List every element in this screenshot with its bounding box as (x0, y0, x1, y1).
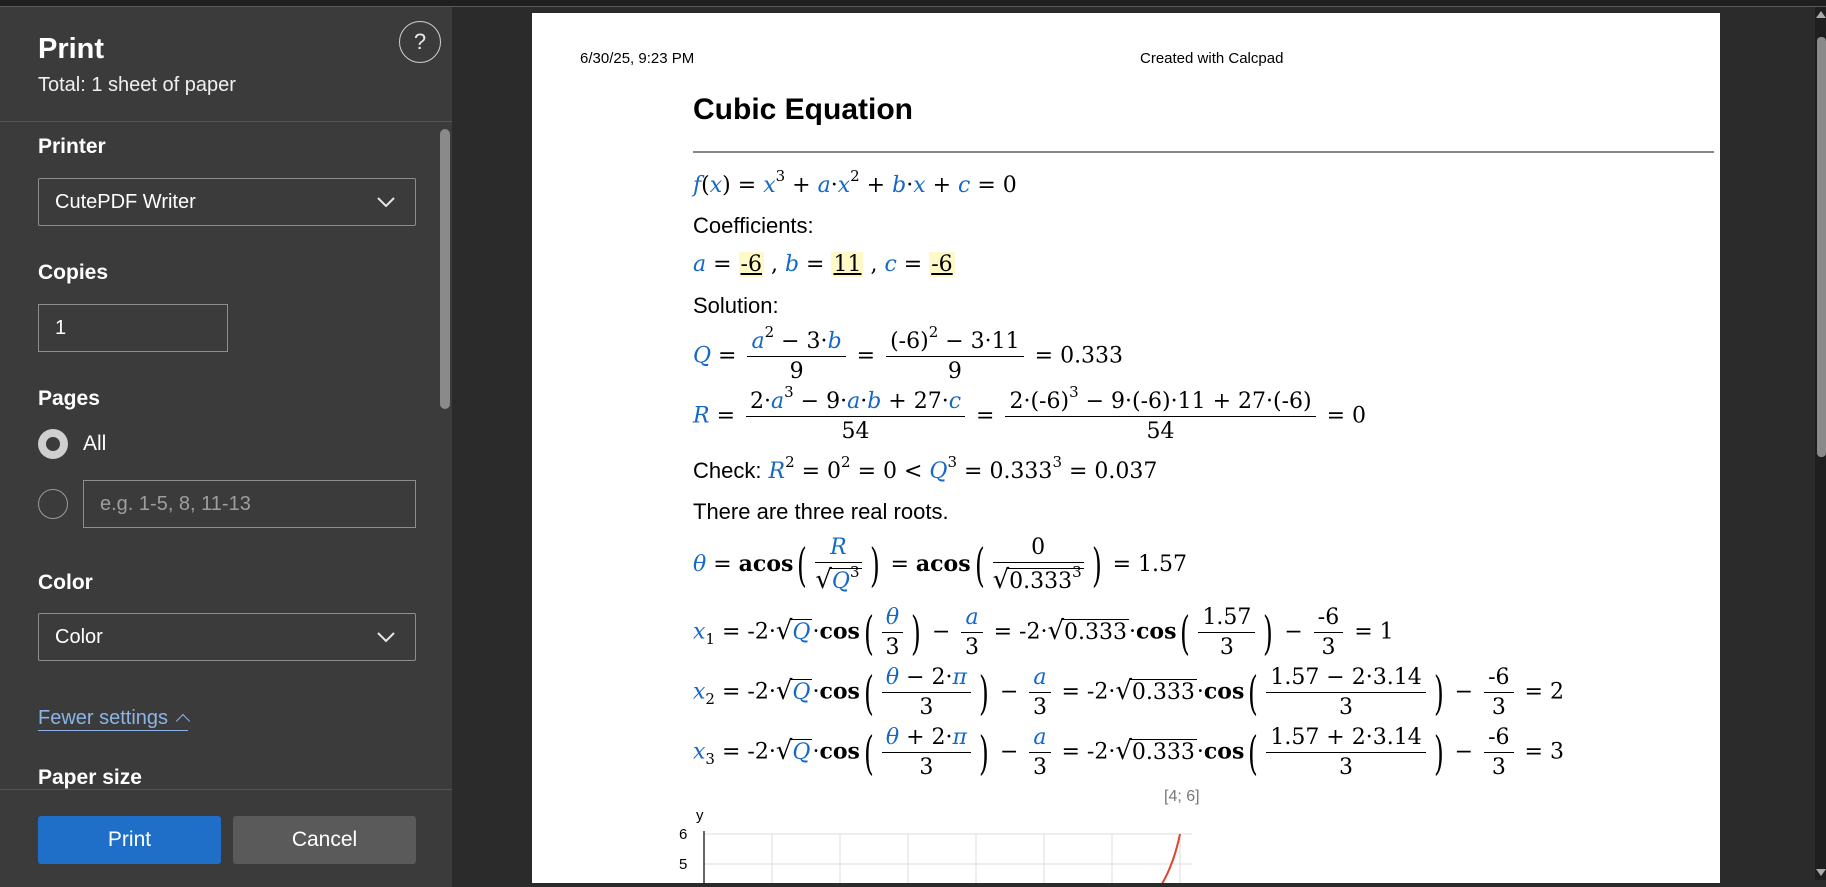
coef-b-value: 11 (833, 252, 862, 277)
color-select[interactable] (38, 613, 416, 661)
panel-footer (0, 789, 452, 887)
print-preview-area (452, 7, 1810, 880)
paper-size-label: Paper size (38, 766, 142, 789)
check-line: Check: $R^2 = 0^2 = 0 < Q^3 = 0.333^3 = 0.037$ (693, 452, 1158, 484)
preview-scroll-thumb[interactable] (1817, 37, 1826, 457)
fewer-settings-label: Fewer settings (38, 707, 169, 729)
preview-page (532, 13, 1720, 883)
check-prefix: Check: (693, 458, 762, 483)
q-result: = 0.333 (1034, 343, 1124, 369)
printer-label: Printer (38, 135, 106, 158)
plot-range-note: [4; 6] (1164, 788, 1200, 805)
dialog-title: Print (38, 33, 105, 65)
page-header-date: 6/30/25, 9:23 PM (580, 50, 695, 67)
check-result: = 0.037 (1068, 459, 1158, 484)
function-plot (672, 803, 1192, 883)
help-icon[interactable]: ? (399, 21, 441, 63)
r-formula: R = $\frac{2\cdot a^3 - 9\cdot a\cdot b + 27\cdot c}{54}$ = $\frac{2\cdot(-6)^3 - 9\cdot(-6)\cdot 11 + 27\cdot(-6)}{54}$ = 0 (693, 382, 1367, 444)
settings-scroll-area (0, 123, 452, 789)
coefficients-values: a = -6 , b = 11 , c = -6 (693, 252, 953, 277)
preview-scrollbar[interactable] (1815, 7, 1826, 880)
chevron-down-icon (375, 191, 397, 213)
color-value: Color (55, 626, 103, 648)
pages-range-radio[interactable] (38, 489, 68, 519)
y-tick-5: 5 (679, 856, 688, 873)
panel-header (0, 7, 452, 122)
window-top-bar (0, 0, 1826, 7)
settings-scrollbar[interactable] (440, 129, 450, 409)
x1-result: = 1 (1354, 619, 1394, 645)
pages-range-placeholder: e.g. 1-5, 8, 11-13 (100, 493, 251, 515)
copies-value: 1 (55, 317, 67, 339)
equation-definition: $f(x) = x^3 + a\cdot x^2 + b\cdot x + c = 0$ (693, 166, 1017, 198)
function-curve (1156, 834, 1180, 883)
printer-value: CutePDF Writer (55, 191, 196, 213)
x2-result: = 2 (1524, 679, 1564, 705)
y-axis-label: y (696, 807, 704, 824)
chevron-up-icon (176, 714, 190, 728)
print-button[interactable]: Print (38, 816, 221, 864)
check-tail: = 0.333 (964, 459, 1053, 484)
coef-a-value: -6 (740, 252, 762, 277)
coefficients-label: Coefficients: (693, 213, 814, 238)
page-header-credit: Created with Calcpad (1140, 50, 1284, 67)
color-label: Color (38, 571, 93, 594)
y-tick-6: 6 (679, 826, 688, 843)
x1-formula: $x_1 = -2\cdot√Q\cdot\cos$( $\frac{\theta}{3}$ ) − $\frac{a}{3}$ = -2·√0.333·cos( $\frac{1.57}{3}$ ) − $\frac{-6}{3}$ = 1 (693, 605, 1394, 660)
solution-label: Solution: (693, 293, 779, 318)
scroll-up-icon[interactable] (1816, 11, 1826, 18)
copies-label: Copies (38, 261, 109, 284)
copies-input[interactable] (38, 304, 228, 352)
theta-result: = 1.57 (1112, 552, 1188, 577)
pages-all-label: All (83, 432, 107, 455)
coef-c-value: -6 (931, 252, 953, 277)
cancel-button[interactable]: Cancel (233, 816, 416, 864)
pages-all-radio[interactable] (38, 429, 68, 459)
chevron-down-icon (375, 626, 397, 648)
fewer-settings-link[interactable] (38, 707, 188, 731)
scroll-down-icon[interactable] (1816, 869, 1826, 876)
x2-formula: $x_2 = -2\cdot√Q\cdot\cos$( $\frac{\theta - 2\cdot\pi}{3}$ ) − $\frac{a}{3}$ = -2·√0.333·cos( $\frac{1.57 - 2\cdot 3.14}{3}$ ) − $\frac{-6}{3}$ = 2 (693, 665, 1564, 720)
r-result: = 0 (1326, 403, 1367, 429)
q-formula: Q = $\frac{a^2 - 3\cdot b}{9}$ = $\frac{(-6)^2 - 3\cdot 11}{9}$ = 0.333 (693, 322, 1124, 384)
title-rule (693, 151, 1714, 153)
printer-select[interactable] (38, 178, 416, 226)
print-settings-panel (0, 7, 452, 880)
sheet-total: Total: 1 sheet of paper (38, 74, 236, 96)
pages-label: Pages (38, 387, 100, 410)
x3-result: = 3 (1524, 739, 1564, 765)
roots-statement: There are three real roots. (693, 499, 949, 524)
x3-formula: $x_3 = -2\cdot√Q\cdot\cos$( $\frac{\theta + 2\cdot\pi}{3}$ ) − $\frac{a}{3}$ = -2·√0.333·cos( $\frac{1.57 + 2\cdot 3.14}{3}$ ) − $\frac{-6}{3}$ = 3 (693, 725, 1564, 780)
document-title: Cubic Equation (693, 93, 913, 126)
theta-formula: θ = acos( $\frac{R}{√Q^3}$ ) = acos( $\frac{0}{√0.333^3}$ ) = 1.57 (693, 535, 1188, 595)
pages-range-input[interactable] (83, 480, 416, 528)
